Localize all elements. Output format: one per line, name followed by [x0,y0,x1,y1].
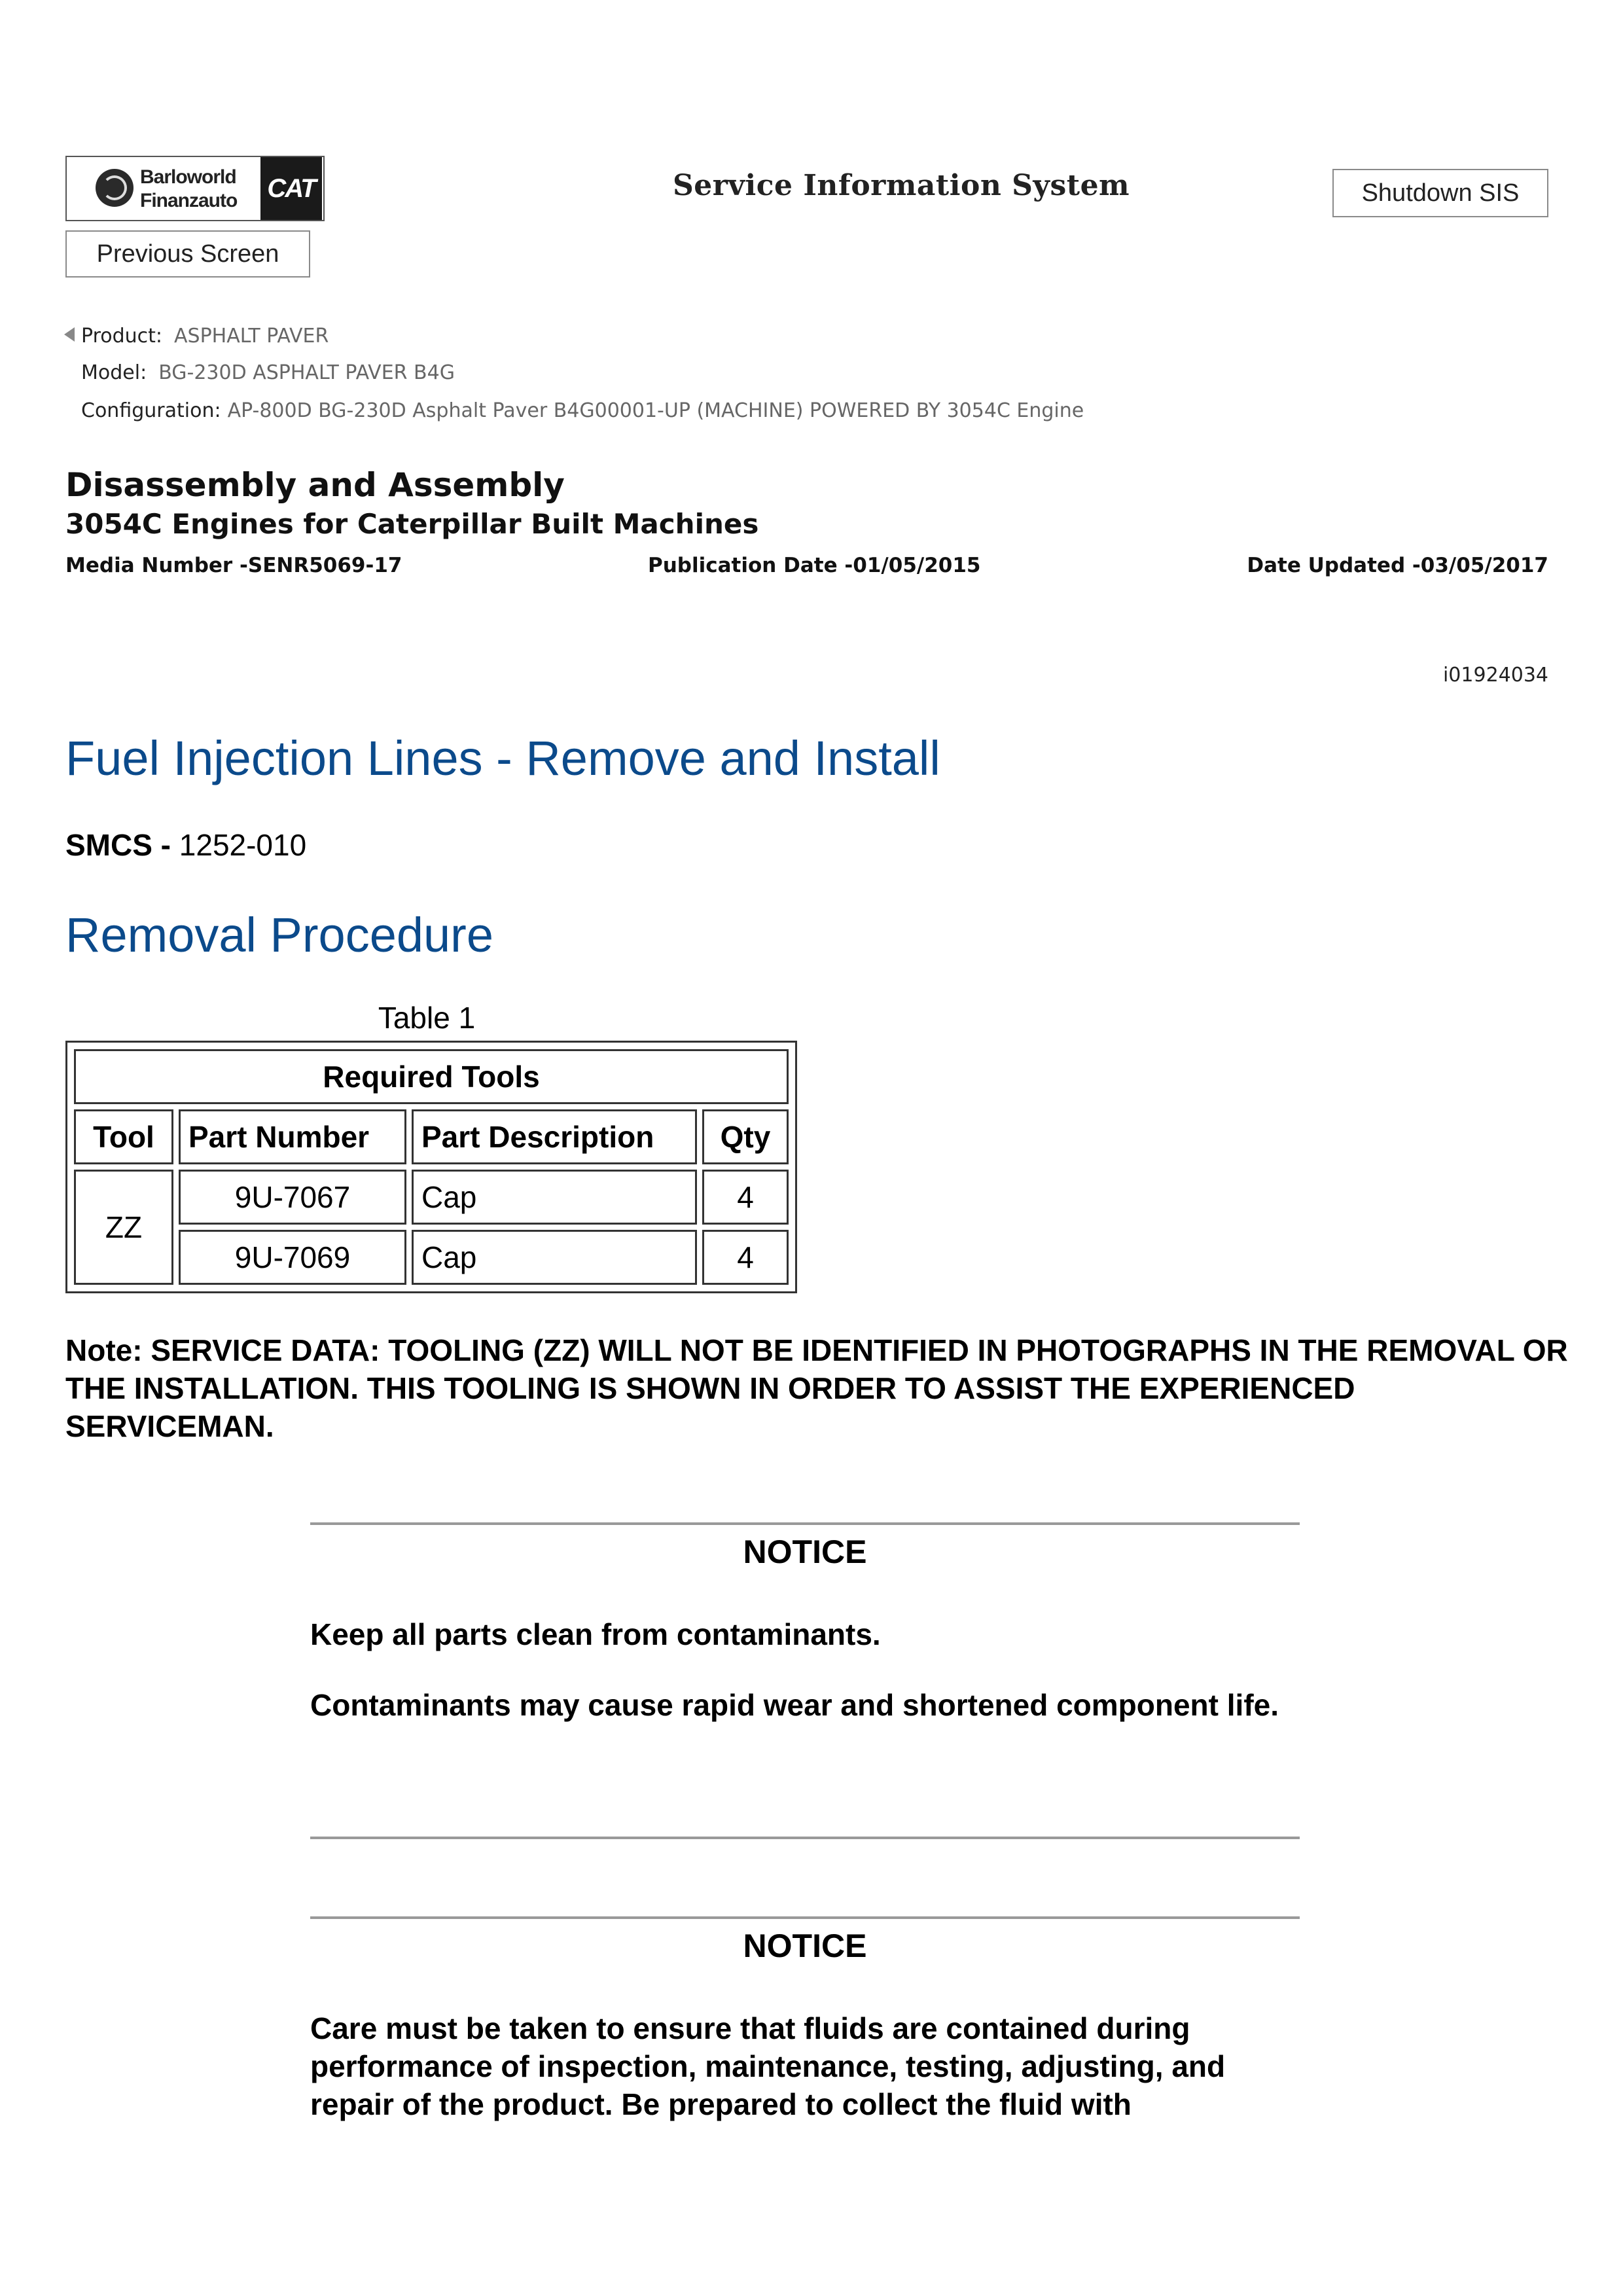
previous-screen-button[interactable]: Previous Screen [65,230,310,278]
table-title-row [74,1049,789,1104]
configuration-label: Configuration: [81,399,221,422]
barloworld-cat-logo [65,156,325,221]
part-description-cell: Cap [412,1170,697,1225]
cat-logo: CAT [260,157,322,220]
column-header-part-description: Part Description [412,1109,697,1164]
smcs-label: SMCS - [65,828,171,862]
notice-heading: NOTICE [743,1534,867,1570]
table-caption: Table 1 [378,1001,476,1035]
smcs-code [65,827,306,863]
publication-date: Publication Date -01/05/2015 [648,554,981,577]
qty-cell: 4 [702,1170,789,1225]
notice-paragraph: Care must be taken to ensure that fluids are contained during performance of inspection, maintenance, testing, adjusting, and repair of the product. Be prepared to collect the fluid with [310,2011,1226,2121]
logo-line-2: Finanzauto [140,190,238,211]
column-header-qty: Qty [702,1109,789,1164]
configuration-value: AP-800D BG-230D Asphalt Paver B4G00001-UP (MACHINE) POWERED BY 3054C Engine [227,399,1084,422]
configuration-row [81,399,1084,422]
table-row [74,1170,789,1225]
part-description-cell: Cap [412,1230,697,1285]
tool-group-cell: ZZ [74,1170,173,1285]
document-id: i01924034 [1442,664,1548,687]
notice-paragraph: Contaminants may cause rapid wear and shortened component life. [310,1688,1279,1722]
document-title: Disassembly and Assembly [65,466,565,504]
media-number: Media Number -SENR5069-17 [65,554,402,577]
table-title: Required Tools [74,1049,789,1104]
part-number-cell: 9U-7069 [179,1230,406,1285]
section-title: Removal Procedure [65,908,493,962]
service-note: Note: SERVICE DATA: TOOLING (ZZ) WILL NOT BE IDENTIFIED IN PHOTOGRAPHS IN THE REMOVAL OR THE INSTALLATION. THIS TOOLING IS SHOWN IN ORDER TO ASSIST THE EXPERIENCED SERVICEMAN. [65,1333,1568,1443]
product-value: ASPHALT PAVER [174,325,329,348]
date-updated: Date Updated -03/05/2017 [1247,554,1548,577]
smcs-value: 1252-010 [179,828,307,862]
notice-paragraph: Keep all parts clean from contaminants. [310,1617,881,1651]
notice-heading: NOTICE [743,1928,867,1964]
shutdown-sis-button[interactable]: Shutdown SIS [1332,169,1548,217]
column-header-part-number: Part Number [179,1109,406,1164]
notice-divider [310,1522,1300,1525]
model-row [81,361,455,384]
required-tools-table [65,1041,797,1293]
model-label: Model: [81,361,147,384]
table-header-row [74,1109,789,1164]
table-row [74,1230,789,1285]
notice-divider [310,1916,1300,1919]
model-value: BG-230D ASPHALT PAVER B4G [158,361,455,384]
product-row [81,325,329,348]
column-header-tool: Tool [74,1109,173,1164]
part-number-cell: 9U-7067 [179,1170,406,1225]
qty-cell: 4 [702,1230,789,1285]
document-subtitle: 3054C Engines for Caterpillar Built Machines [65,508,759,540]
page-title: Fuel Injection Lines - Remove and Install [65,731,940,785]
system-title: Service Information System [673,169,1130,202]
globe-icon [96,169,134,207]
logo-line-1: Barloworld [140,166,236,188]
notice-divider [310,1837,1300,1839]
back-arrow-icon[interactable] [64,327,75,342]
product-label: Product: [81,325,163,348]
